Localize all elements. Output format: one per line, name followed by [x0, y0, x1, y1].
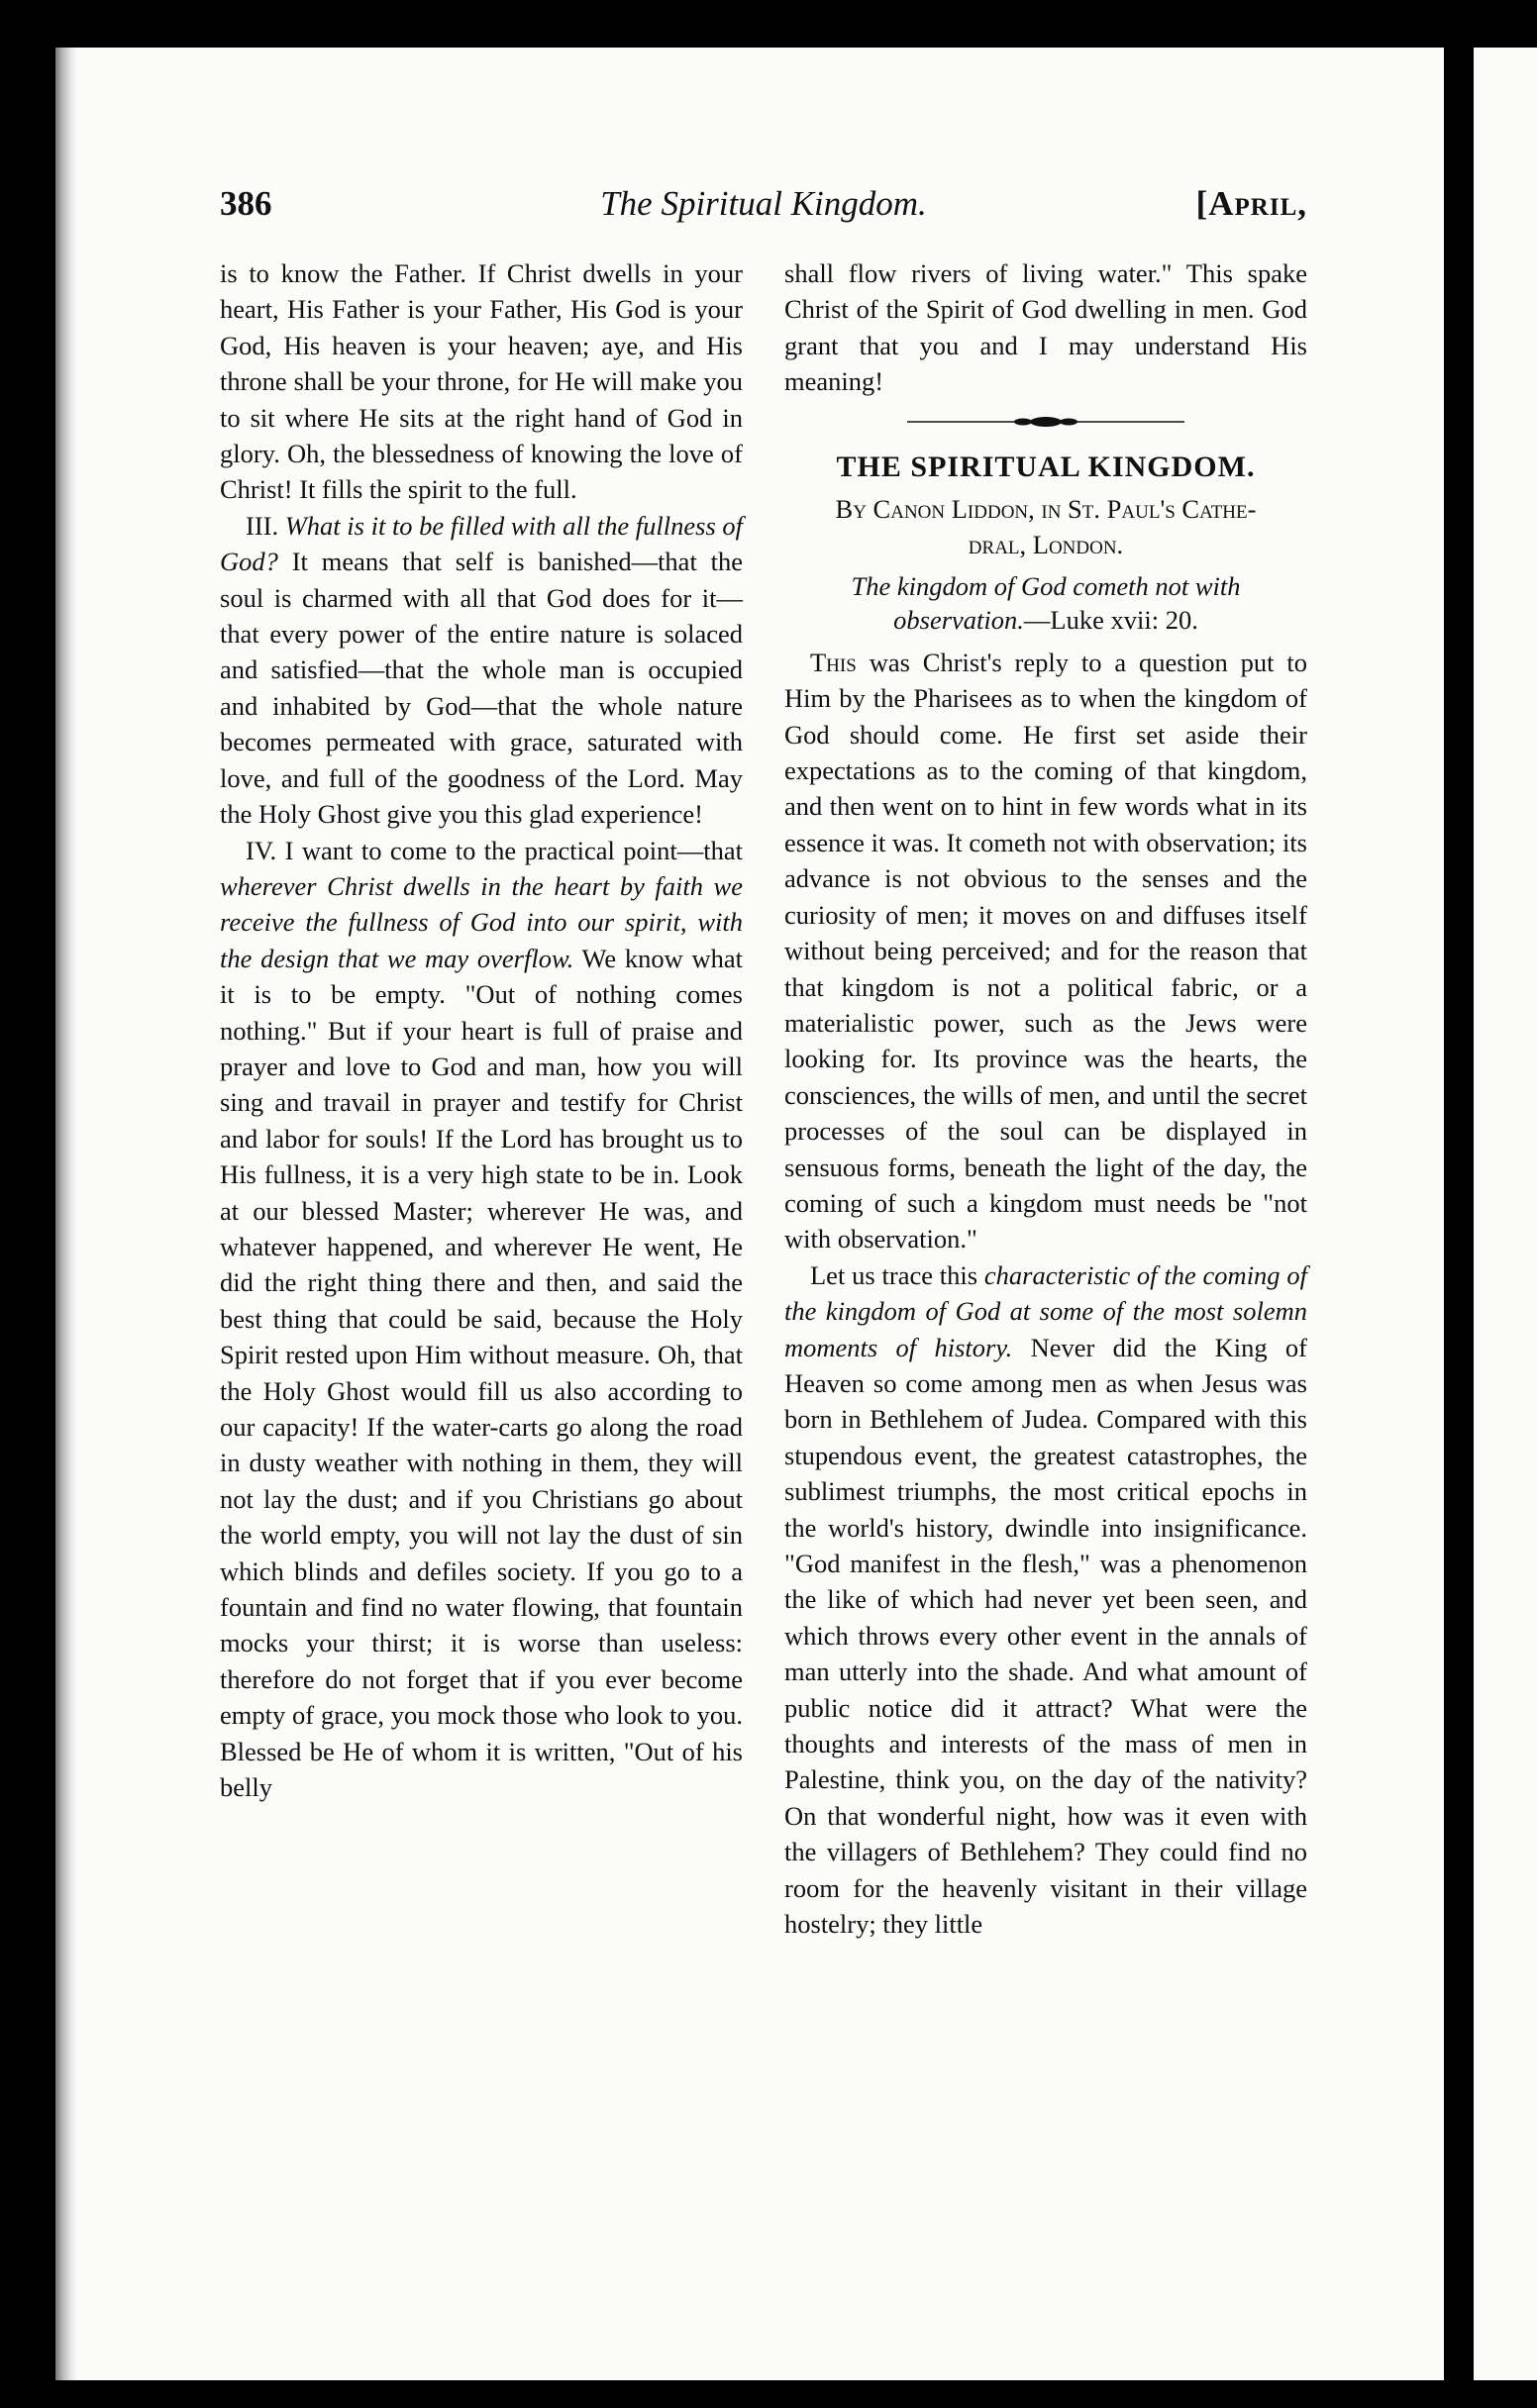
epigraph: [784, 569, 1307, 637]
byline: [784, 491, 1307, 563]
byline-line: By Canon Liddon, in St. Paul's Cathe-: [835, 494, 1257, 525]
paragraph-iii: [220, 508, 743, 833]
paragraph: [784, 1257, 1307, 1943]
paragraph: is to know the Father. If Christ dwells in your heart, His Father is your Father, His God is your God, His heaven is your heaven; aye, and His throne shall be your throne, for He will make you to sit where He sits at the right hand of God in glory. Oh, the blessedness of knowing the love of Christ! It fills the spirit to the full.: [220, 258, 743, 505]
paragraph-text: It means that self is banished—that the soul is charmed with all that God does for it—that every power of the entire nature is solaced and satisfied—that the whole man is occupied and inhabited by God—that the whole nature becomes permeated with grace, saturated with love, and full of the goodness of the Lord. May the Holy Ghost give you this glad experience!: [220, 547, 744, 830]
page-gutter-shadow: [55, 48, 77, 2380]
running-header: [220, 184, 1307, 244]
paragraph-text: We know what it is to be empty. "Out of nothing comes nothing." But if your heart is full of praise and prayer and love to God and man, how you will sing and travail in prayer and testify for Christ and labor for souls! If the Lord has brought us to His fullness, it is a very high state to be in. Look at our blessed Master; wherever He was, and whatever happened, and wherever He went, He did the right thing there and then, and said the best thing that could be said, because the Holy Spirit rested upon Him without measure. Oh, that the Holy Ghost would fill us also according to our capacity! If the water-carts go along the road in dusty weather with nothing in them, they will not lay the dust; and if you Christians go about the world empty, you will not lay the dust of sin which blinds and defiles society. If you go to a fountain and find no water flowing, that fountain mocks your thirst; it is worse than useless: therefore do not forget that if you ever become empty of grace, you mock those who look to you. Blessed be He of whom it is written, "Out of his belly: [220, 943, 743, 1803]
facing-page-edge: [1474, 48, 1537, 2380]
paragraph-text: I want to come to the practical point—that: [284, 835, 744, 865]
ornamental-divider: [907, 414, 1184, 430]
running-title: The Spiritual Kingdom.: [600, 184, 927, 223]
paragraph-text: Let us trace this: [810, 1259, 978, 1290]
paragraph: shall flow rivers of living water." This spake Christ of the Spirit of God dwelling in men. God grant that you and I may understand His meaning!: [784, 258, 1307, 397]
right-column: [784, 255, 1307, 1942]
page-number: 386: [220, 184, 272, 223]
paragraph-text: Never did the King of Heaven so come among men as when Jesus was born in Bethlehem of Judea. Compared with this stupendous event, the greatest catastrophes, the sublimest triumphs, the most critical epochs in the world's history, dwindle into insignificance. "God manifest in the flesh," was a phenomenon the like of which had never yet been seen, and which throws every other event in the annals of man utterly into the shade. And what amount of public notice did it attract? What were the thoughts and interests of the mass of men in Palestine, think you, on the day of the nativity? On that wonderful night, how was it even with the villagers of Bethlehem? They could find no room for the heavenly visitant in their village hostelry; they little: [784, 1332, 1307, 1940]
article-title: THE SPIRITUAL KINGDOM.: [836, 450, 1256, 483]
paragraph-text: was Christ's reply to a question put to Him by the Pharisees as to when the kingdom of God should come. He first set aside their expectations as to the coming of that kingdom, and then went on to hint in few words what in its essence it was. It cometh not with observation; its advance is not obvious to the senses and the curiosity of men; it moves on and diffuses itself without being perceived; and for the reason that that kingdom is not a political fabric, or a materialistic power, such as the Jews were looking for. Its province was the hearts, the consciences, the wills of men, and until the secret processes of the soul can be displayed in sensuous forms, beneath the light of the day, the coming of such a kingdom must needs be "not with observation.": [784, 647, 1307, 1254]
epigraph-text: The kingdom of God cometh not with observation.: [851, 570, 1241, 635]
section-number: IV.: [246, 835, 277, 865]
section-question: What is it to be filled with all the fullness of God?: [220, 510, 743, 577]
emphasis-text: characteristic of the coming of the kingdom of God at some of the most solemn moments of history.: [784, 1259, 1307, 1362]
lead-word: This: [810, 647, 857, 677]
section-number: III.: [246, 510, 279, 541]
byline-line: dral, London.: [968, 530, 1124, 560]
paragraph: [784, 645, 1307, 1257]
paragraph-iv: [220, 833, 743, 1806]
epigraph-reference: —Luke xvii: 20.: [1023, 604, 1198, 635]
left-column: [220, 255, 743, 1805]
emphasis-text: wherever Christ dwells in the heart by faith we receive the fullness of God into our spirit, with the design that we may overflow.: [220, 870, 743, 973]
divider-ornament-icon: [907, 414, 1184, 430]
running-month: [April,: [1195, 184, 1307, 223]
